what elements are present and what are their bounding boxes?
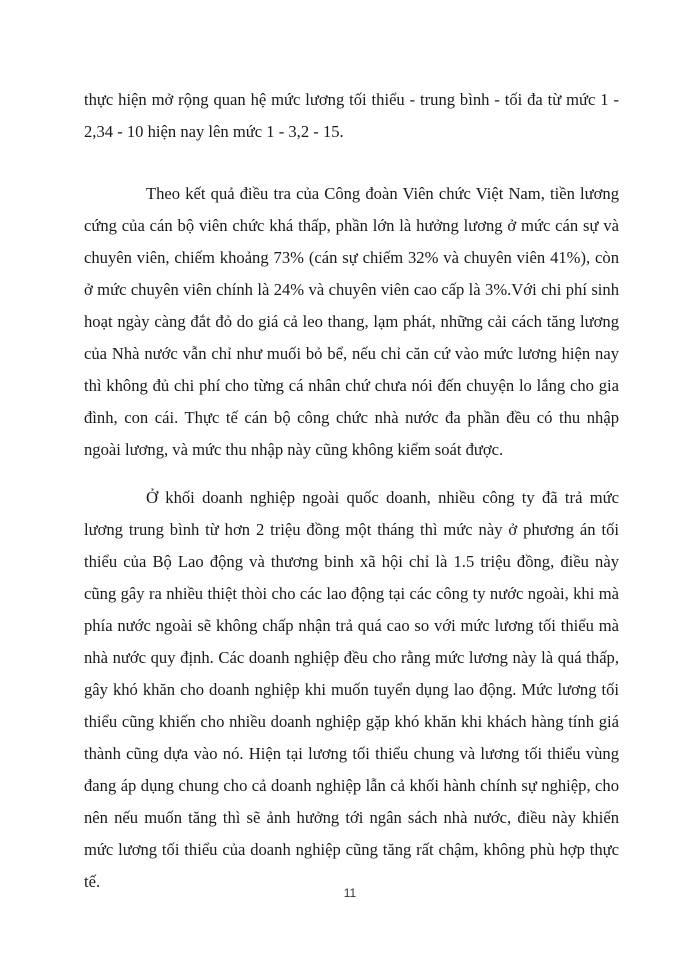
paragraph-continuation: thực hiện mở rộng quan hệ mức lương tối thiểu - trung bình - tối đa từ mức 1 - 2,34 - 10 hiện nay lên mức 1 - 3,2 - 15. [84, 90, 619, 141]
page-number: 11 [343, 886, 357, 900]
paragraph-private-enterprises: Ở khối doanh nghiệp ngoài quốc doanh, nhiều công ty đã trả mức lương trung bình từ hơn 2 triệu đồng một tháng thì mức này ở phương án tối thiểu của Bộ Lao động và thương binh xã hội chỉ là 1.5 triệu đồng, điều này cũng gây ra nhiều thiệt thòi cho các lao động tại các công ty nước ngoài, khi mà phía nước ngoài sẽ không chấp nhận trả quá cao so với mức lương tối thiểu mà nhà nước quy định. Các doanh nghiệp đều cho rằng mức lương này là quá thấp, gây khó khăn cho doanh nghiệp khi muốn tuyển dụng lao động. Mức lương tối thiểu cũng khiến cho nhiều doanh nghiệp gặp khó khăn khi khách hàng tính giá thành cũng dựa vào nó. Hiện tại lương tối thiểu chung và lương tối thiểu vùng đang áp dụng chung cho cả doanh nghiệp lẫn cả khối hành chính sự nghiệp, cho nên nếu muốn tăng thì sẽ ảnh hưởng tới ngân sách nhà nước, điều này khiến mức lương tối thiểu của doanh nghiệp cũng tăng rất chậm, không phù hợp thực tế. [84, 488, 619, 891]
paragraph-salary-survey: Theo kết quả điều tra của Công đoàn Viên chức Việt Nam, tiền lương cứng của cán bộ viên chức khá thấp, phần lớn là hưởng lương ở mức cán sự và chuyên viên, chiếm khoảng 73% (cán sự chiếm 32% và chuyên viên 41%), còn ở mức chuyên viên chính là 24% và chuyên viên cao cấp là 3%.Với chi phí sinh hoạt ngày càng đắt đỏ do giá cả leo thang, lạm phát, những cải cách tăng lương của Nhà nước vẫn chỉ như muối bỏ bể, nếu chỉ căn cứ vào mức lương hiện nay thì không đủ chi phí cho từng cá nhân chứ chưa nói đến chuyện lo lắng cho gia đình, con cái. Thực tế cán bộ công chức nhà nước đa phần đều có thu nhập ngoài lương, và mức thu nhập này cũng không kiểm soát được. [84, 184, 619, 459]
